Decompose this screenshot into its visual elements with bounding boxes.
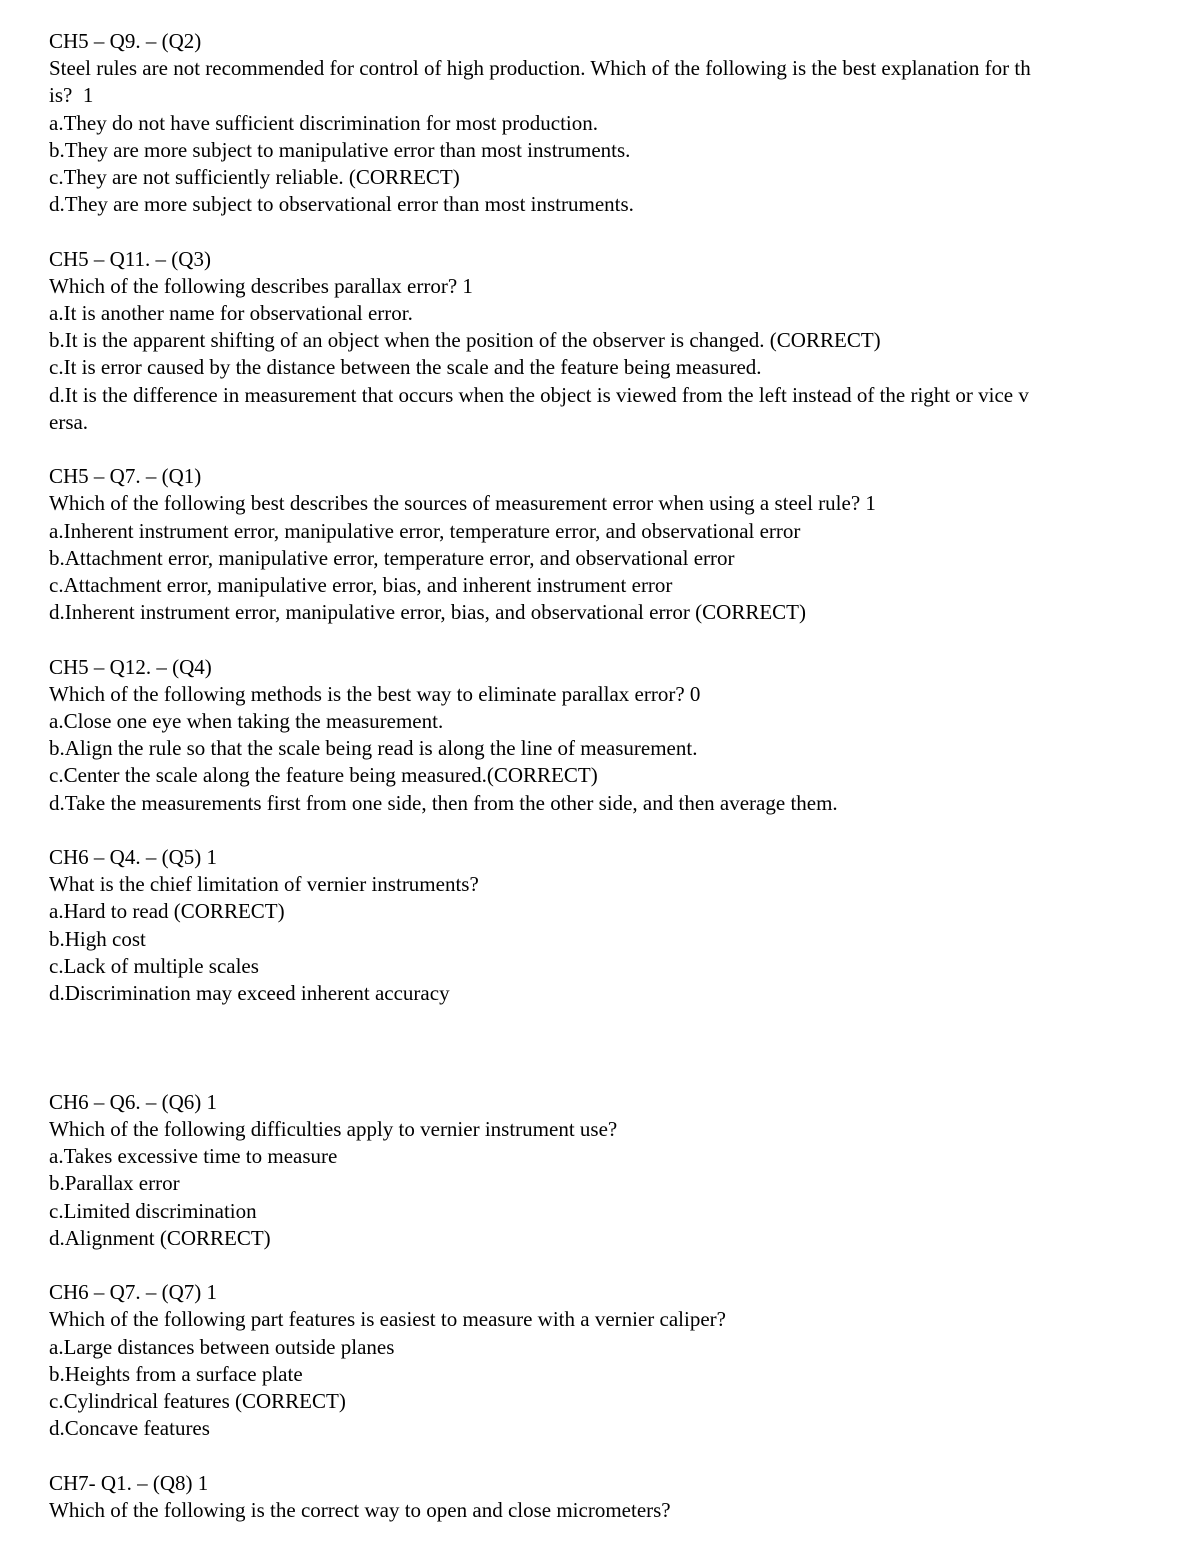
question-block	[49, 1279, 1159, 1442]
question-text: What is the chief limitation of vernier instruments?	[49, 872, 479, 897]
question-header: CH5 – Q7. – (Q1)	[49, 464, 202, 489]
question-header: CH7- Q1. – (Q8) 1	[49, 1470, 209, 1495]
question-text: ersa.	[49, 409, 89, 434]
answer-option: c.Cylindrical features (CORRECT)	[49, 1389, 346, 1414]
question-header: CH5 – Q12. – (Q4)	[49, 654, 212, 679]
question-block	[49, 844, 1159, 1007]
answer-option: b.Align the rule so that the scale being read is along the line of measurement.	[49, 736, 698, 761]
answer-option: d.Concave features	[49, 1416, 210, 1441]
question-text: Which of the following part features is easiest to measure with a vernier caliper?	[49, 1307, 726, 1332]
answer-option: b.They are more subject to manipulative error than most instruments.	[49, 137, 631, 162]
answer-option: d.Take the measurements first from one side, then from the other side, and then average them.	[49, 790, 838, 815]
question-header: CH6 – Q7. – (Q7) 1	[49, 1280, 217, 1305]
question-text: is? 1	[49, 83, 94, 108]
answer-option: a.Takes excessive time to measure	[49, 1144, 338, 1169]
question-block	[49, 654, 1159, 817]
answer-option: a.It is another name for observational error.	[49, 301, 413, 326]
answer-option: d.They are more subject to observational error than most instruments.	[49, 192, 634, 217]
question-block	[49, 1470, 1159, 1524]
question-block	[49, 246, 1159, 436]
answer-option: b.Parallax error	[49, 1171, 180, 1196]
question-block	[49, 463, 1159, 626]
question-header: CH5 – Q9. – (Q2)	[49, 29, 202, 53]
answer-option: c.They are not sufficiently reliable. (CORRECT)	[49, 165, 460, 190]
question-text: Which of the following is the correct way to open and close micrometers?	[49, 1497, 671, 1522]
answer-option: a.Close one eye when taking the measurement.	[49, 709, 444, 734]
answer-option: b.It is the apparent shifting of an object when the position of the observer is changed. (CORRECT)	[49, 328, 881, 353]
answer-option: c.It is error caused by the distance between the scale and the feature being measured.	[49, 355, 762, 380]
question-block	[49, 1089, 1159, 1252]
question-text: Which of the following difficulties apply to vernier instrument use?	[49, 1117, 618, 1142]
answer-option: a.Large distances between outside planes	[49, 1334, 395, 1359]
answer-option: d.It is the difference in measurement that occurs when the object is viewed from the left instead of the right or vice v	[49, 382, 1029, 407]
document-page	[49, 28, 1159, 1551]
question-header: CH5 – Q11. – (Q3)	[49, 246, 211, 271]
answer-option: b.Heights from a surface plate	[49, 1361, 303, 1386]
answer-option: c.Attachment error, manipulative error, bias, and inherent instrument error	[49, 573, 673, 598]
question-block	[49, 28, 1159, 218]
answer-option: b.Attachment error, manipulative error, temperature error, and observational error	[49, 545, 735, 570]
question-text: Which of the following methods is the best way to eliminate parallax error? 0	[49, 681, 701, 706]
answer-option: b.High cost	[49, 926, 146, 951]
question-header: CH6 – Q4. – (Q5) 1	[49, 845, 217, 870]
answer-option: d.Alignment (CORRECT)	[49, 1225, 271, 1250]
answer-option: c.Limited discrimination	[49, 1198, 257, 1223]
answer-option: d.Inherent instrument error, manipulative error, bias, and observational error (CORRECT)	[49, 600, 807, 625]
answer-option: d.Discrimination may exceed inherent accuracy	[49, 981, 450, 1006]
answer-option: a.Hard to read (CORRECT)	[49, 899, 285, 924]
answer-option: c.Center the scale along the feature being measured.(CORRECT)	[49, 763, 598, 788]
answer-option: a.They do not have sufficient discrimination for most production.	[49, 110, 598, 135]
question-text: Which of the following best describes the sources of measurement error when using a steel rule? 1	[49, 491, 876, 516]
question-text: Which of the following describes parallax error? 1	[49, 273, 473, 298]
question-text: Steel rules are not recommended for control of high production. Which of the following is the best explanation for th	[49, 56, 1031, 81]
answer-option: a.Inherent instrument error, manipulative error, temperature error, and observational error	[49, 518, 801, 543]
question-header: CH6 – Q6. – (Q6) 1	[49, 1089, 217, 1114]
answer-option: c.Lack of multiple scales	[49, 953, 259, 978]
